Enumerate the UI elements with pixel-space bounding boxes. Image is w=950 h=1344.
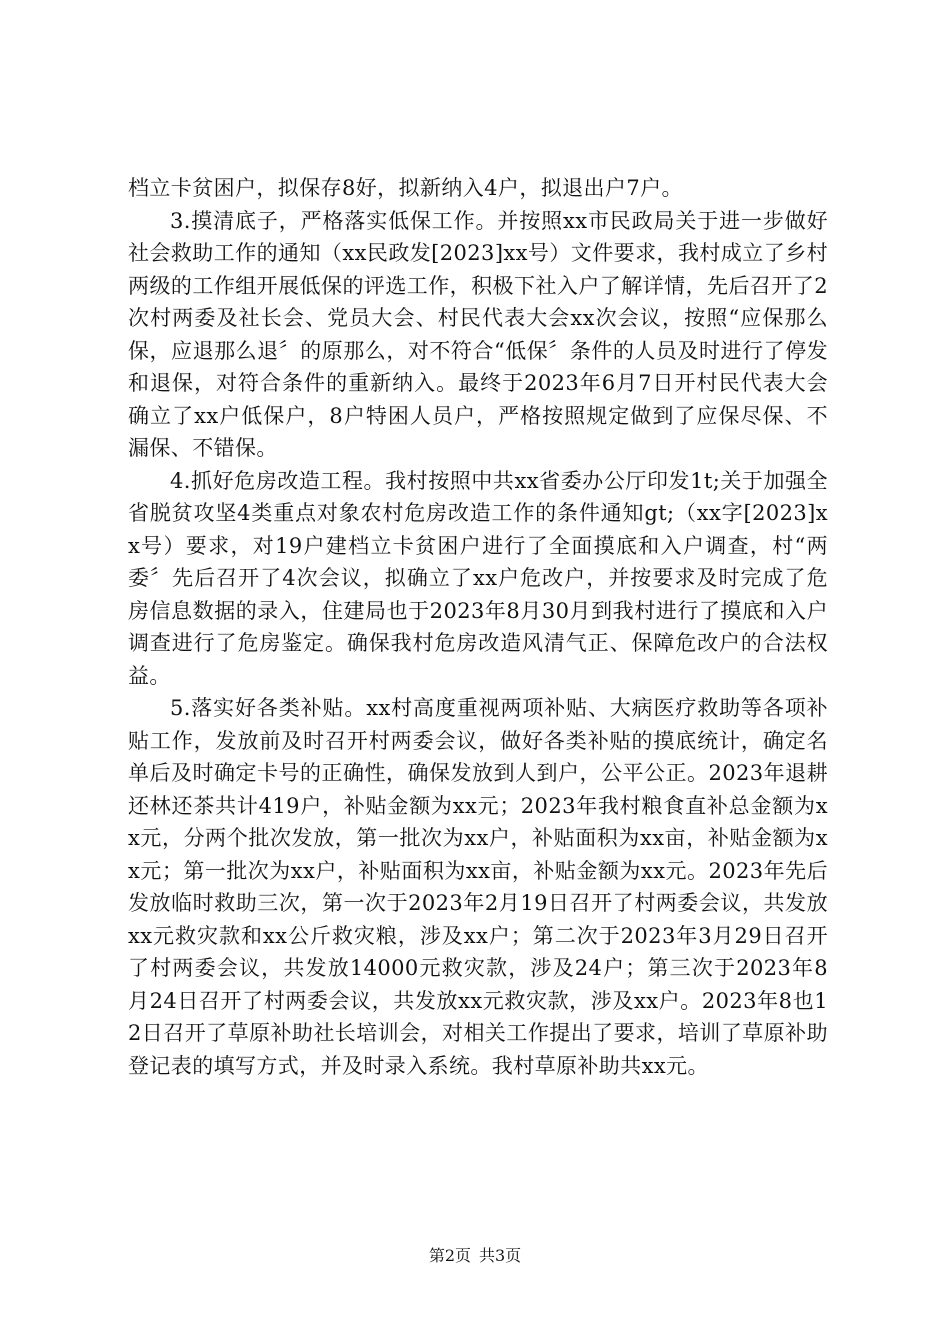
page-number: 第2页 xyxy=(428,1246,471,1265)
paragraph-continuation: 档立卡贫困户，拟保存8好，拟新纳入4户，拟退出户7户。 xyxy=(128,176,683,200)
paragraph-item-4: 4.抓好危房改造工程。我村按照中共xx省委办公厅印发1t;关于加强全省脱贫攻坚4类重点对象农村危房改造工作的条件通知gt;（xx字[2023]xx号）要求，对19户建档立卡贫困户进行了全面摸底和入户调查，村“两委〞先后召开了4次会议，拟确立了xx户危改户，并按要求及时完成了危房信息数据的录入，住建局也于2023年8月30月到我村进行了摸底和入户调查进行了危房鉴定。确保我村危房改造风清气正、保障危改户的合法权益。 xyxy=(128,468,828,688)
document-body xyxy=(128,172,828,1082)
page-total: 共3页 xyxy=(479,1246,522,1265)
paragraph-item-3: 3.摸清底子，严格落实低保工作。并按照xx市民政局关于进一步做好社会救助工作的通知（xx民政发[2023]xx号）文件要求，我村成立了乡村两级的工作组开展低保的评选工作，积极下社入户了解详情，先后召开了2次村两委及社长会、党员大会、村民代表大会xx次会议，按照“应保那么保，应退那么退〞的原那么，对不符合“低保〞条件的人员及时进行了停发和退保，对符合条件的重新纳入。最终于2023年6月7日开村民代表大会确立了xx户低保户，8户特困人员户，严格按照规定做到了应保尽保、不漏保、不错保。 xyxy=(128,208,828,460)
page-footer xyxy=(0,1246,950,1266)
paragraph-item-5: 5.落实好各类补贴。xx村高度重视两项补贴、大病医疗救助等各项补贴工作，发放前及时召开村两委会议，做好各类补贴的摸底统计，确定名单后及时确定卡号的正确性，确保发放到人到户，公平公正。2023年退耕还林还茶共计419户，补贴金额为xx元；2023年我村粮食直补总金额为xx元，分两个批次发放，第一批次为xx户，补贴面积为xx亩，补贴金额为xx元；第一批次为xx户，补贴面积为xx亩，补贴金额为xx元。2023年先后发放临时救助三次，第一次于2023年2月19日召开了村两委会议，共发放xx元救灾款和xx公斤救灾粮，涉及xx户；第二次于2023年3月29日召开了村两委会议，共发放14000元救灾款，涉及24户；第三次于2023年8月24日召开了村两委会议，共发放xx元救灾款，涉及xx户。2023年8也12日召开了草原补助社长培训会，对相关工作提出了要求，培训了草原补助登记表的填写方式，并及时录入系统。我村草原补助共xx元。 xyxy=(128,696,828,1078)
